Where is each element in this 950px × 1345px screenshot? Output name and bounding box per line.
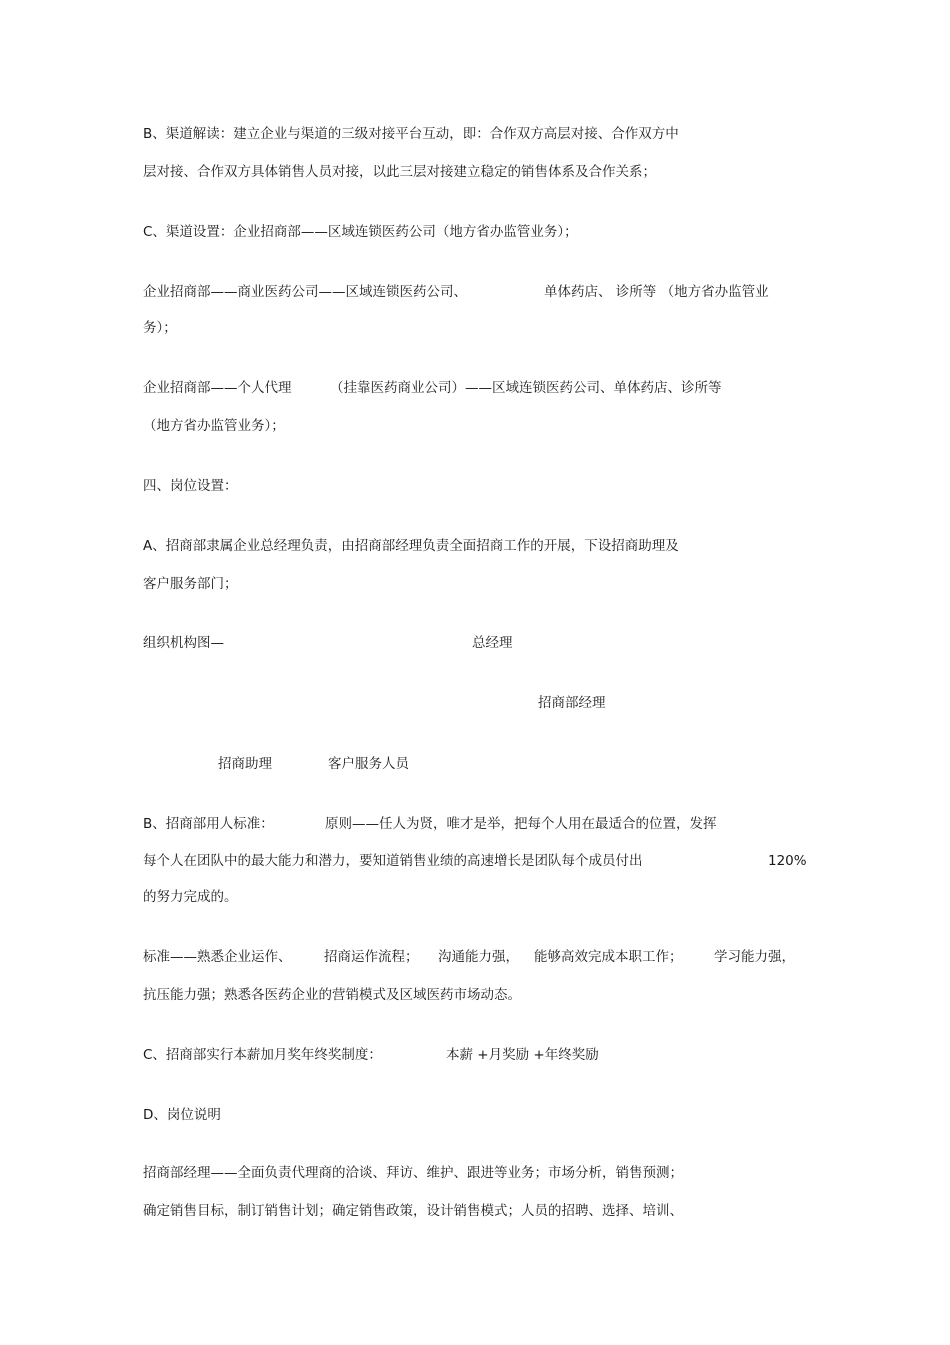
channel-route-3-part-3: （地方省办监管业务）； — [143, 418, 285, 434]
staffing-percent: 120% — [768, 853, 807, 869]
channel-route-2-part-2: 单体药店、 诊所等 （地方省办监管业 — [544, 284, 769, 300]
staffing-standard-label: B、招商部用人标准： — [143, 816, 274, 832]
staffing-principle-line-1: 原则——任人为贤，唯才是举，把每个人用在最适合的位置，发挥 — [325, 816, 717, 832]
org-node-bd-manager: 招商部经理 — [538, 695, 606, 711]
standard-item-2: 招商运作流程； — [324, 949, 419, 965]
org-node-general-manager: 总经理 — [472, 635, 513, 651]
manager-duty-line-2: 确定销售目标，制订销售计划；确定销售政策，设计销售模式；人员的招聘、选择、培训、 — [143, 1203, 683, 1219]
channel-interpretation-line-1: B、渠道解读：建立企业与渠道的三级对接平台互动，即：合作双方高层对接、合作双方中 — [143, 126, 679, 142]
channel-route-3-part-1: 企业招商部——个人代理 — [143, 380, 292, 396]
standard-item-5: 学习能力强， — [714, 949, 795, 965]
channel-route-3-part-2: （挂靠医药商业公司）——区域连锁医药公司、单体药店、诊所等 — [330, 380, 722, 396]
staffing-principle-line-2: 每个人在团队中的最大能力和潜力，要知道销售业绩的高速增长是团队每个成员付出 — [143, 853, 643, 869]
channel-setup-line: C、渠道设置：企业招商部——区域连锁医药公司（地方省办监管业务）； — [143, 224, 578, 240]
org-node-customer-service: 客户服务人员 — [328, 756, 409, 772]
post-setup-line-2: 客户服务部门； — [143, 576, 238, 592]
org-node-assistant: 招商助理 — [218, 756, 272, 772]
channel-route-2-part-1: 企业招商部——商业医药公司——区域连锁医药公司、 — [143, 284, 467, 300]
standard-item-1: 标准——熟悉企业运作、 — [143, 949, 292, 965]
staffing-principle-line-3: 的努力完成的。 — [143, 889, 238, 905]
section-4-heading: 四、岗位设置： — [143, 478, 238, 494]
post-setup-line-1: A、招商部隶属企业总经理负责，由招商部经理负责全面招商工作的开展，下设招商助理及 — [143, 538, 679, 554]
salary-system-label: C、招商部实行本薪加月奖年终奖制度： — [143, 1047, 382, 1063]
standard-item-4: 能够高效完成本职工作； — [534, 949, 683, 965]
manager-duty-line-1: 招商部经理——全面负责代理商的洽谈、拜访、维护、跟进等业务；市场分析，销售预测； — [143, 1165, 683, 1181]
standard-item-3: 沟通能力强， — [438, 949, 519, 965]
salary-system-formula: 本薪 +月奖励 +年终奖励 — [446, 1047, 599, 1063]
post-description-heading: D、岗位说明 — [143, 1107, 221, 1123]
org-chart-label: 组织机构图— — [143, 635, 224, 651]
channel-interpretation-line-2: 层对接、合作双方具体销售人员对接，以此三层对接建立稳定的销售体系及合作关系； — [143, 164, 656, 180]
channel-route-2-part-3: 务）； — [143, 320, 177, 336]
standard-line-2: 抗压能力强；熟悉各医药企业的营销模式及区域医药市场动态。 — [143, 987, 521, 1003]
